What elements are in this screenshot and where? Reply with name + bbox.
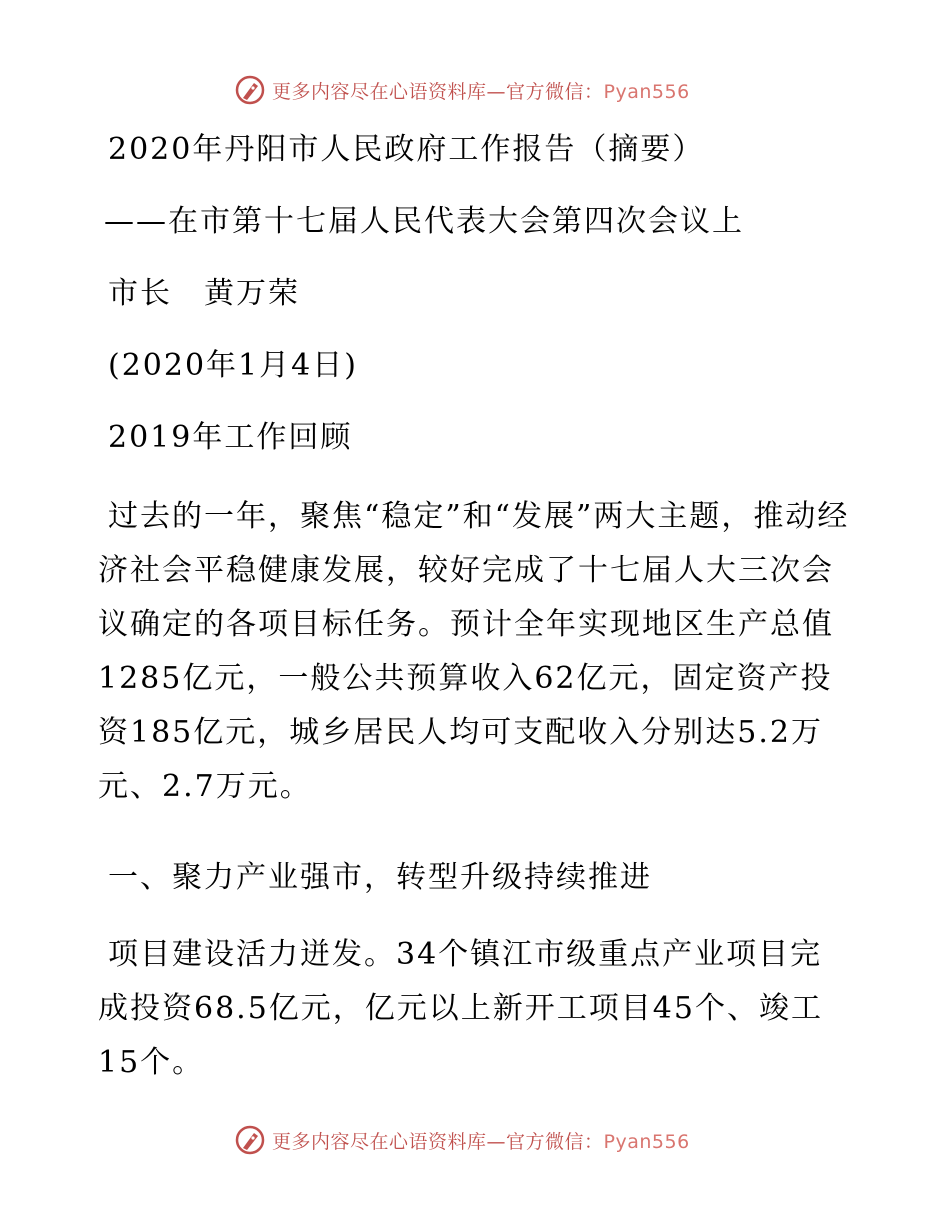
document-title: 2020年丹阳市人民政府工作报告（摘要） (108, 132, 705, 167)
document-author: 市长 黄万荣 (108, 276, 300, 311)
watermark-wechat-id: Pyan556 (603, 1130, 690, 1153)
paragraph-projects: 项目建设活力迸发。34个镇江市级重点产业项目完成投资68.5亿元，亿元以上新开工项目45个、竣工15个。 (98, 937, 823, 1080)
watermark-wechat-id: Pyan556 (603, 80, 690, 103)
watermark-footer (234, 1123, 690, 1157)
pen-nib-logo-icon (234, 1124, 266, 1156)
section-heading-one: 一、聚力产业强市，转型升级持续推进 (108, 860, 652, 895)
pen-nib-logo-icon (234, 74, 266, 106)
watermark-text: 更多内容尽在心语资料库—官方微信：Pyan556 (272, 80, 690, 103)
watermark-header (234, 73, 690, 107)
section-heading-review: 2019年工作回顾 (108, 420, 353, 455)
watermark-text: 更多内容尽在心语资料库—官方微信：Pyan556 (272, 1130, 690, 1153)
paragraph-review: 过去的一年，聚焦“稳定”和“发展”两大主题，推动经济社会平稳健康发展，较好完成了十七届人大三次会议确定的各项目标任务。预计全年实现地区生产总值1285亿元，一般公共预算收入62亿元，固定资产投资185亿元，城乡居民人均可支配收入分别达5.2万元、2.7万元。 (98, 499, 850, 804)
document-date: (2020年1月4日) (108, 348, 358, 383)
document-subtitle: ——在市第十七届人民代表大会第四次会议上 (104, 204, 744, 239)
